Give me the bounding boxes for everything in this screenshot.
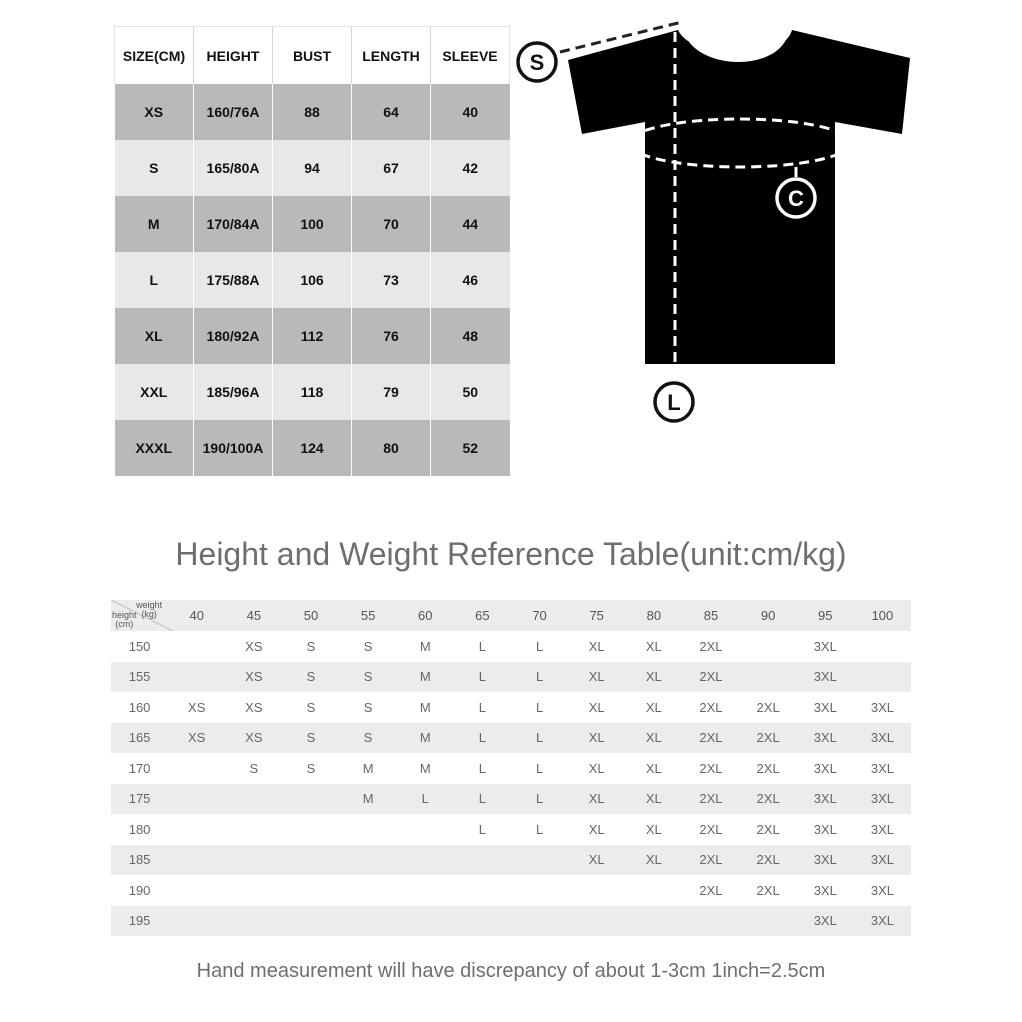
chest-label-badge	[777, 179, 815, 217]
size-chart-cell: XS	[115, 84, 194, 140]
size-recommendation-cell: XL	[568, 662, 625, 693]
size-recommendation-cell: L	[478, 699, 487, 715]
size-chart-cell: 165/80A	[194, 140, 273, 196]
size-recommendation-cell: 3XL	[854, 906, 911, 937]
header-size: SIZE(CM)	[115, 27, 194, 85]
size-recommendation-cell: S	[306, 638, 316, 654]
reference-row	[111, 784, 911, 815]
size-recommendation-cell	[454, 875, 511, 906]
size-recommendation-cell	[568, 906, 625, 937]
size-recommendation-cell: 2XL	[740, 723, 797, 754]
size-recommendation-cell: M	[340, 784, 397, 815]
size-recommendation-cell	[225, 906, 282, 937]
size-recommendation-cell	[168, 814, 225, 845]
size-chart-cell: XL	[115, 308, 194, 364]
size-recommendation-cell: S	[249, 760, 259, 776]
weight-header-cell: 85	[682, 600, 739, 631]
size-recommendation-cell	[340, 814, 397, 845]
size-recommendation-cell: XL	[588, 699, 605, 715]
height-value-cell: 185	[111, 845, 168, 876]
size-recommendation-cell: L	[478, 638, 487, 654]
size-recommendation-cell	[740, 662, 797, 693]
size-chart-cell: 76	[352, 308, 431, 364]
size-recommendation-cell	[854, 662, 911, 693]
size-recommendation-cell: 2XL	[682, 784, 739, 815]
header-height: HEIGHT	[194, 27, 273, 85]
size-chart-header-row	[115, 27, 510, 85]
size-recommendation-cell: XS	[188, 699, 206, 715]
size-recommendation-cell	[168, 631, 225, 662]
size-recommendation-cell	[397, 814, 454, 845]
size-recommendation-cell: 2XL	[756, 760, 780, 776]
size-recommendation-cell	[454, 906, 511, 937]
size-recommendation-cell: XS	[225, 723, 282, 754]
size-recommendation-cell: S	[282, 723, 339, 754]
size-recommendation-cell: 3XL	[870, 882, 894, 898]
corner-weight-label: weight (kg)	[136, 600, 163, 619]
reference-row	[111, 631, 911, 662]
size-recommendation-cell	[625, 906, 682, 937]
size-recommendation-cell	[740, 906, 797, 937]
size-recommendation-cell: M	[362, 760, 374, 776]
reference-row	[111, 723, 911, 754]
size-recommendation-cell	[282, 814, 339, 845]
chest-label: C	[788, 186, 804, 211]
size-chart-cell: 170/84A	[194, 196, 273, 252]
size-recommendation-cell: 3XL	[813, 638, 837, 654]
size-recommendation-cell	[168, 875, 225, 906]
size-recommendation-cell	[397, 875, 454, 906]
size-chart-cell: 44	[431, 196, 510, 252]
size-recommendation-cell: L	[454, 723, 511, 754]
shoulder-label: S	[529, 50, 545, 75]
size-recommendation-cell	[225, 784, 282, 815]
size-recommendation-cell: 2XL	[682, 845, 739, 876]
size-recommendation-cell	[282, 906, 339, 937]
size-recommendation-cell: 3XL	[813, 699, 837, 715]
size-recommendation-cell	[854, 631, 911, 662]
size-recommendation-cell: M	[397, 662, 454, 693]
size-chart-cell: 79	[352, 364, 431, 420]
reference-row	[111, 753, 911, 784]
header-sleeve: SLEEVE	[431, 27, 510, 85]
size-recommendation-cell: 2XL	[740, 784, 797, 815]
size-recommendation-cell	[397, 845, 454, 876]
size-chart-cell: L	[115, 252, 194, 308]
size-recommendation-cell: XL	[625, 662, 682, 693]
size-chart-cell: M	[115, 196, 194, 252]
size-recommendation-cell: L	[454, 662, 511, 693]
header-bust: BUST	[273, 27, 352, 85]
size-recommendation-cell: 2XL	[756, 821, 780, 837]
size-recommendation-cell: L	[397, 784, 454, 815]
reference-row	[111, 692, 911, 723]
size-recommendation-cell: 3XL	[813, 821, 837, 837]
size-recommendation-cell: 2XL	[699, 638, 723, 654]
size-recommendation-cell: 3XL	[870, 760, 894, 776]
size-chart-cell: 40	[431, 84, 510, 140]
weight-header-cell: 60	[397, 600, 454, 631]
height-value-cell: 155	[111, 662, 168, 693]
size-recommendation-cell: L	[535, 760, 544, 776]
size-chart-cell: 190/100A	[194, 420, 273, 476]
size-recommendation-cell: XL	[568, 784, 625, 815]
reference-row	[111, 875, 911, 906]
weight-header-cell: 65	[454, 600, 511, 631]
height-value-cell: 150	[128, 638, 151, 654]
weight-header-cell: 90	[740, 600, 797, 631]
weight-header-cell: 75	[568, 600, 625, 631]
reference-row	[111, 814, 911, 845]
size-chart-cell: 100	[273, 196, 352, 252]
weight-header-cell: 40	[168, 600, 225, 631]
size-chart-cell: 46	[431, 252, 510, 308]
size-recommendation-cell	[168, 753, 225, 784]
size-recommendation-cell: M	[419, 760, 431, 776]
size-recommendation-cell	[397, 906, 454, 937]
measurement-footnote: Hand measurement will have discrepancy of about 1-3cm 1inch=2.5cm	[196, 960, 826, 982]
size-recommendation-cell: L	[478, 821, 487, 837]
size-recommendation-cell	[225, 814, 282, 845]
size-recommendation-cell: 2XL	[699, 760, 723, 776]
reference-row	[111, 662, 911, 693]
size-recommendation-cell: 2XL	[682, 723, 739, 754]
weight-header-cell: 95	[797, 600, 854, 631]
size-recommendation-cell: 2XL	[740, 845, 797, 876]
size-recommendation-cell: 2XL	[682, 662, 739, 693]
size-recommendation-cell: 2XL	[699, 821, 723, 837]
size-recommendation-cell: 2XL	[699, 699, 723, 715]
size-chart-cell: 180/92A	[194, 308, 273, 364]
size-recommendation-cell	[168, 845, 225, 876]
weight-header-cell: 100	[854, 600, 911, 631]
size-chart-cell: 124	[273, 420, 352, 476]
size-chart-body	[115, 84, 510, 476]
size-chart-row	[115, 252, 510, 308]
size-recommendation-cell: XL	[625, 784, 682, 815]
height-value-cell: 180	[128, 821, 151, 837]
size-recommendation-cell: XS	[168, 723, 225, 754]
size-chart-cell: 67	[352, 140, 431, 196]
size-chart-cell: 50	[431, 364, 510, 420]
height-value-cell: 175	[111, 784, 168, 815]
size-recommendation-cell: L	[535, 821, 544, 837]
size-recommendation-cell: 3XL	[797, 784, 854, 815]
size-chart-row	[115, 420, 510, 476]
size-recommendation-cell: L	[511, 723, 568, 754]
length-label: L	[667, 390, 681, 415]
size-recommendation-cell: 3XL	[797, 906, 854, 937]
size-recommendation-cell: XS	[245, 699, 263, 715]
size-recommendation-cell: XL	[645, 760, 662, 776]
size-recommendation-cell: L	[454, 784, 511, 815]
size-recommendation-cell: XL	[645, 821, 662, 837]
size-chart-cell: S	[115, 140, 194, 196]
height-value-cell: 165	[111, 723, 168, 754]
corner-cell	[111, 600, 168, 631]
size-recommendation-cell: 3XL	[854, 784, 911, 815]
size-chart-row	[115, 140, 510, 196]
height-value-cell: 160	[128, 699, 151, 715]
size-recommendation-cell	[340, 906, 397, 937]
size-recommendation-cell	[625, 875, 682, 906]
size-chart-row	[115, 84, 510, 140]
size-recommendation-cell: 3XL	[813, 882, 837, 898]
weight-header-cell: 50	[282, 600, 339, 631]
size-chart-cell: 106	[273, 252, 352, 308]
tshirt-icon	[568, 30, 910, 364]
length-label-badge	[655, 383, 693, 421]
size-recommendation-cell	[340, 875, 397, 906]
size-recommendation-cell	[282, 784, 339, 815]
reference-header-row	[111, 600, 911, 631]
size-chart-cell: 48	[431, 308, 510, 364]
size-recommendation-cell	[168, 662, 225, 693]
tshirt-measurement-diagram	[510, 10, 920, 430]
size-recommendation-cell: L	[535, 638, 544, 654]
size-recommendation-cell: XL	[568, 845, 625, 876]
size-recommendation-cell: 3XL	[870, 699, 894, 715]
size-recommendation-cell: S	[340, 662, 397, 693]
size-recommendation-cell: 3XL	[813, 760, 837, 776]
weight-header-cell: 55	[340, 600, 397, 631]
size-recommendation-cell: S	[340, 723, 397, 754]
size-chart-cell: 185/96A	[194, 364, 273, 420]
size-chart-cell: 73	[352, 252, 431, 308]
corner-height-label: height (cm)	[112, 610, 137, 629]
shoulder-label-badge	[518, 43, 556, 81]
size-recommendation-cell: S	[282, 662, 339, 693]
size-chart-cell: XXXL	[115, 420, 194, 476]
size-recommendation-cell	[340, 845, 397, 876]
size-recommendation-cell	[511, 906, 568, 937]
size-recommendation-cell	[225, 875, 282, 906]
reference-table-title: Height and Weight Reference Table(unit:cm/kg)	[175, 536, 847, 572]
weight-header-cell: 80	[625, 600, 682, 631]
size-recommendation-cell: 3XL	[870, 821, 894, 837]
header-length: LENGTH	[352, 27, 431, 85]
height-weight-reference-table	[111, 600, 911, 936]
size-recommendation-cell: M	[397, 723, 454, 754]
size-chart-cell: 112	[273, 308, 352, 364]
size-recommendation-cell: XS	[245, 638, 263, 654]
size-recommendation-cell: L	[511, 662, 568, 693]
reference-row	[111, 906, 911, 937]
size-recommendation-cell: 3XL	[797, 723, 854, 754]
size-chart-cell: XXL	[115, 364, 194, 420]
size-recommendation-cell: S	[306, 699, 316, 715]
reference-row	[111, 845, 911, 876]
size-recommendation-cell	[282, 875, 339, 906]
size-chart-cell: 175/88A	[194, 252, 273, 308]
weight-header-cell: 45	[225, 600, 282, 631]
size-recommendation-cell: XL	[625, 845, 682, 876]
size-recommendation-cell: M	[419, 638, 431, 654]
size-chart-row	[115, 308, 510, 364]
size-recommendation-cell: L	[478, 760, 487, 776]
size-recommendation-cell: L	[511, 784, 568, 815]
size-recommendation-cell: M	[419, 699, 431, 715]
size-recommendation-cell: 2XL	[756, 882, 780, 898]
size-recommendation-cell: 3XL	[797, 845, 854, 876]
size-recommendation-cell: XL	[625, 723, 682, 754]
weight-header-cell: 70	[511, 600, 568, 631]
size-recommendation-cell: XL	[588, 760, 605, 776]
size-recommendation-cell: L	[535, 699, 544, 715]
size-recommendation-cell	[454, 845, 511, 876]
size-recommendation-cell: XL	[645, 638, 662, 654]
size-recommendation-cell: XL	[568, 723, 625, 754]
size-recommendation-cell: S	[363, 638, 373, 654]
size-recommendation-cell: 2XL	[756, 699, 780, 715]
size-chart-cell: 94	[273, 140, 352, 196]
size-chart-cell: 42	[431, 140, 510, 196]
reference-body	[111, 631, 911, 936]
size-chart-cell: 64	[352, 84, 431, 140]
size-recommendation-cell: 2XL	[699, 882, 723, 898]
height-value-cell: 170	[128, 760, 151, 776]
size-recommendation-cell: 3XL	[854, 723, 911, 754]
size-chart-cell: 52	[431, 420, 510, 476]
size-recommendation-cell: 3XL	[854, 845, 911, 876]
size-chart-cell: 88	[273, 84, 352, 140]
size-recommendation-cell: S	[363, 699, 373, 715]
size-chart-row	[115, 196, 510, 252]
size-recommendation-cell	[225, 845, 282, 876]
size-chart-cell: 118	[273, 364, 352, 420]
size-chart-cell: 80	[352, 420, 431, 476]
size-recommendation-cell: 3XL	[797, 662, 854, 693]
size-chart-table	[114, 26, 510, 476]
size-chart-row	[115, 364, 510, 420]
size-recommendation-cell	[168, 784, 225, 815]
size-recommendation-cell: XL	[588, 821, 605, 837]
size-recommendation-cell	[568, 875, 625, 906]
size-recommendation-cell: XL	[588, 638, 605, 654]
size-recommendation-cell: S	[306, 760, 316, 776]
size-recommendation-cell	[511, 875, 568, 906]
height-value-cell: 195	[111, 906, 168, 937]
size-recommendation-cell	[682, 906, 739, 937]
height-value-cell: 190	[128, 882, 151, 898]
size-recommendation-cell: XL	[645, 699, 662, 715]
size-recommendation-cell: XS	[225, 662, 282, 693]
size-recommendation-cell	[282, 845, 339, 876]
size-chart-cell: 160/76A	[194, 84, 273, 140]
size-recommendation-cell	[168, 906, 225, 937]
size-chart-cell: 70	[352, 196, 431, 252]
size-recommendation-cell	[511, 845, 568, 876]
size-recommendation-cell	[740, 631, 797, 662]
